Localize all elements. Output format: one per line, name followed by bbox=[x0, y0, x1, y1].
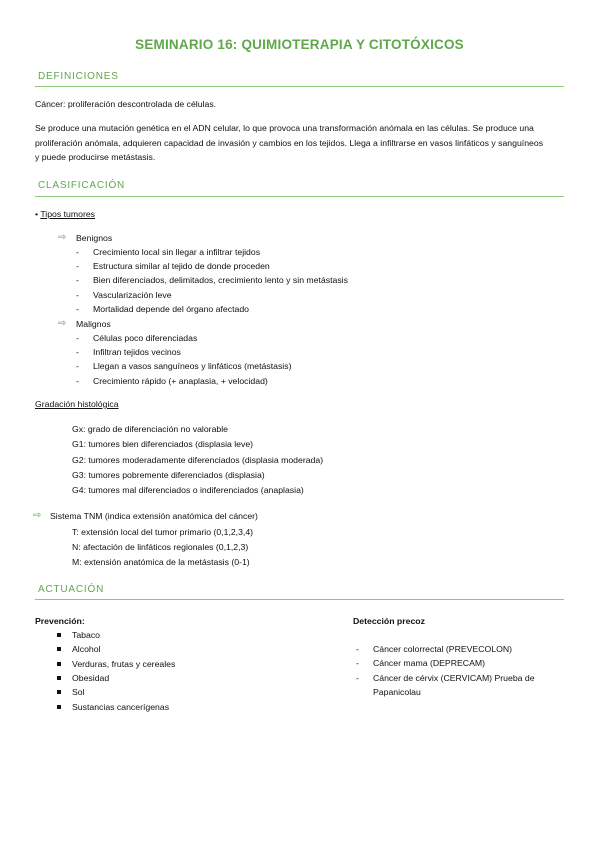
list-item: Llegan a vasos sanguíneos y linfáticos (metástasis) bbox=[93, 361, 292, 372]
dash-marker: - bbox=[356, 658, 359, 669]
benignos-label: Benignos bbox=[76, 233, 113, 243]
list-item: Infiltran tejidos vecinos bbox=[93, 347, 181, 358]
tnm-label: Sistema TNM (indica extensión anatómica del cáncer) bbox=[50, 511, 258, 521]
prevencion-label: Prevención: bbox=[35, 616, 85, 626]
list-item: Cáncer colorrectal (PREVECOLON) bbox=[373, 644, 513, 654]
square-bullet-icon bbox=[57, 676, 61, 680]
dash-marker: - bbox=[76, 261, 79, 272]
dash-marker: - bbox=[76, 361, 79, 372]
list-item: Vascularización leve bbox=[93, 289, 172, 300]
section-heading-clasificacion: CLASIFICACIÓN bbox=[38, 180, 126, 191]
square-bullet-icon bbox=[57, 705, 61, 709]
list-item: Cáncer de cérvix (CERVICAM) Prueba de bbox=[373, 672, 535, 683]
list-item: Verduras, frutas y cereales bbox=[72, 658, 176, 669]
tnm-item: N: afectación de linfáticos regionales (0,1,2,3) bbox=[72, 542, 249, 552]
list-item: Crecimiento local sin llegar a infiltrar tejidos bbox=[93, 247, 261, 257]
list-item: Tabaco bbox=[72, 630, 101, 640]
arrow-right-icon: ⇨ bbox=[33, 510, 42, 521]
dash-marker: - bbox=[76, 303, 79, 314]
paragraph-line: proliferación anómala, adquieren capacidad de invasión y cambios en los tejidos. Llega a infiltrarse en vasos linfáticos y sanguíneos bbox=[35, 137, 544, 148]
list-item: Células poco diferenciadas bbox=[93, 333, 198, 343]
dash-marker: - bbox=[76, 347, 79, 358]
dash-marker: - bbox=[76, 247, 79, 257]
list-item: Sustancias cancerígenas bbox=[72, 701, 170, 712]
grade-item: G4: tumores mal diferenciados o indiferenciados (anaplasia) bbox=[72, 485, 304, 496]
list-item: Alcohol bbox=[72, 644, 101, 655]
grade-item: G2: tumores moderadamente diferenciados (displasia moderada) bbox=[72, 454, 324, 465]
section-heading-definiciones: DEFINICIONES bbox=[38, 71, 119, 82]
dash-marker: - bbox=[356, 644, 359, 654]
section-rule bbox=[35, 86, 564, 87]
paragraph-line: Se produce una mutación genética en el ADN celular, lo que provoca una transformación anómala en las células. Se produce una bbox=[35, 123, 534, 133]
list-item: Estructura similar al tejido de donde proceden bbox=[93, 261, 270, 272]
list-item: Mortalidad depende del órgano afectado bbox=[93, 303, 250, 314]
deteccion-continuation: Papanicolau bbox=[373, 687, 421, 697]
dash-marker: - bbox=[76, 289, 79, 300]
list-item: Obesidad bbox=[72, 672, 110, 683]
dash-marker: - bbox=[356, 672, 359, 683]
square-bullet-icon bbox=[57, 633, 61, 637]
page-title: SEMINARIO 16: QUIMIOTERAPIA Y CITOTÓXICOS bbox=[135, 37, 464, 52]
grade-item: Gx: grado de diferenciación no valorable bbox=[72, 424, 228, 434]
square-bullet-icon bbox=[57, 662, 61, 666]
section-heading-actuacion: ACTUACIÓN bbox=[38, 584, 105, 595]
arrow-right-icon: ⇨ bbox=[58, 232, 67, 243]
section-rule bbox=[35, 196, 564, 197]
tipos-tumores-item bbox=[35, 207, 95, 222]
grade-item: G1: tumores bien diferenciados (displasia leve) bbox=[72, 439, 254, 450]
square-bullet-icon bbox=[57, 647, 61, 651]
deteccion-label: Detección precoz bbox=[353, 616, 425, 626]
list-item: Sol bbox=[72, 687, 85, 698]
dash-marker: - bbox=[76, 275, 79, 286]
list-item: Bien diferenciados, delimitados, crecimiento lento y sin metástasis bbox=[93, 275, 348, 286]
tnm-item: T: extensión local del tumor primario (0,1,2,3,4) bbox=[72, 527, 254, 537]
section-rule bbox=[35, 599, 564, 600]
bullet-icon: • bbox=[35, 209, 39, 219]
gradacion-label: Gradación histológica bbox=[35, 399, 119, 409]
tipos-tumores-label: Tipos tumores bbox=[40, 209, 96, 219]
arrow-right-icon: ⇨ bbox=[58, 318, 67, 329]
list-item: Cáncer mama (DEPRECAM) bbox=[373, 658, 485, 669]
malignos-label: Malignos bbox=[76, 319, 111, 329]
definition-line: Cáncer: proliferación descontrolada de células. bbox=[35, 99, 217, 109]
tnm-item: M: extensión anatómica de la metástasis (0-1) bbox=[72, 557, 250, 567]
list-item: Crecimiento rápido (+ anaplasia, + velocidad) bbox=[93, 375, 268, 386]
dash-marker: - bbox=[76, 375, 79, 386]
square-bullet-icon bbox=[57, 690, 61, 694]
paragraph-line: y puede producirse metástasis. bbox=[35, 152, 156, 162]
dash-marker: - bbox=[76, 333, 79, 343]
grade-item: G3: tumores pobremente diferenciados (displasia) bbox=[72, 469, 265, 480]
